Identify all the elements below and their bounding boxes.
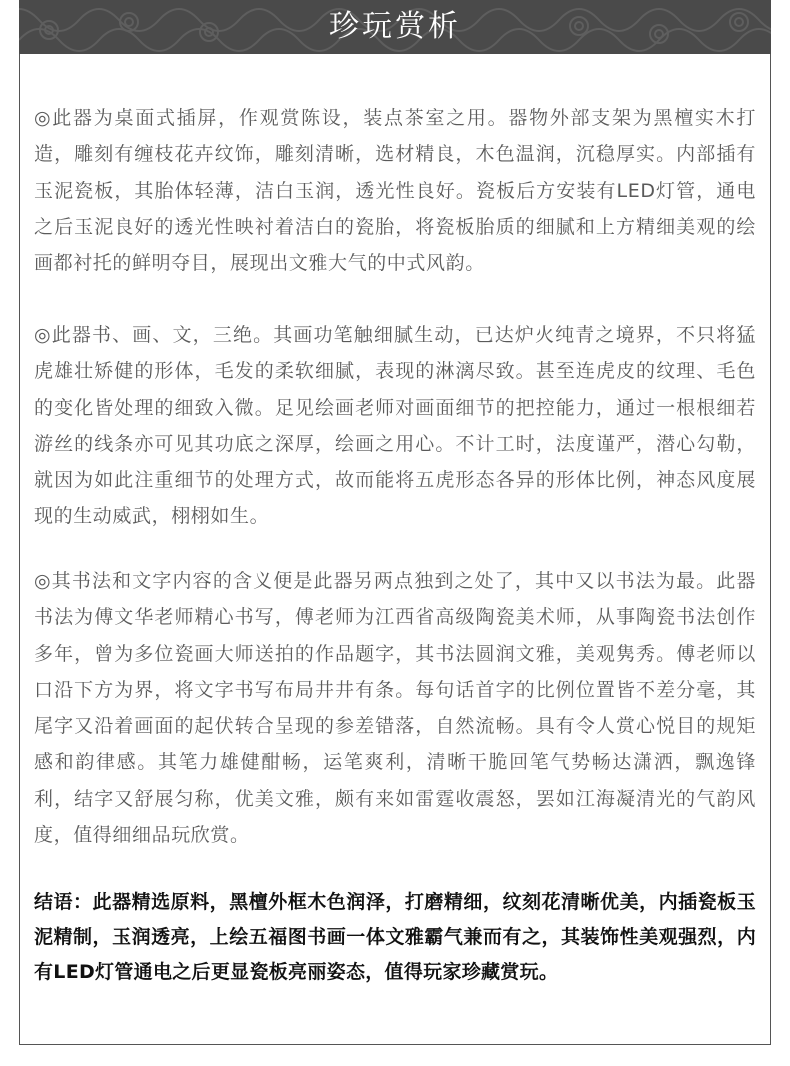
title-banner [19,0,771,54]
paragraph-stand-description: ◎此器为桌面式插屏，作观赏陈设，装点茶室之用。器物外部支架为黑檀实木打造，雕刻有缠枝花卉纹饰，雕刻清晰，选材精良，木色温润，沉稳厚实。内部插有玉泥瓷板，其胎体轻薄，洁白玉润，透光性良好。瓷板后方安装有LED灯管，通电之后玉泥良好的透光性映衬着洁白的瓷胎，将瓷板胎质的细腻和上方精细美观的绘画都衬托的鲜明夺目，展现出文雅大气的中式风韵。 [34,107,756,275]
paragraph-calligraphy-description: ◎其书法和文字内容的含义便是此器另两点独到之处了，其中又以书法为最。此器书法为傅文华老师精心书写，傅老师为江西省高级陶瓷美术师，从事陶瓷书法创作多年，曾为多位瓷画大师送拍的作品题字，其书法圆润文雅，美观隽秀。傅老师以口沿下方为界，将文字书写布局井井有条。每句话首字的比例位置皆不差分毫，其尾字又沿着画面的起伏转合呈现的参差错落，自然流畅。具有令人赏心悦目的规矩感和韵律感。其笔力雄健酣畅，运笔爽利，清晰干脆回笔气势畅达潇洒，飘逸锋利，结字又舒展匀称，优美文雅，颇有来如雷霆收震怒，罢如江海凝清光的气韵风度，值得细细品玩欣赏。 [34,570,756,847]
page-title: 珍玩赏析 [329,9,461,44]
conclusion-paragraph: 结语：此器精选原料，黑檀外框木色润泽，打磨精细，纹刻花清晰优美，内插瓷板玉泥精制，玉润透亮，上绘五福图书画一体文雅霸气兼而有之，其装饰性美观强烈，内有LED灯管通电之后更显瓷板亮丽姿态，值得玩家珍藏赏玩。 [34,891,756,983]
paragraph-painting-description: ◎此器书、画、文，三绝。其画功笔触细腻生动，已达炉火纯青之境界，不只将猛虎雄壮矫健的形体，毛发的柔软细腻，表现的淋漓尽致。甚至连虎皮的纹理、毛色的变化皆处理的细致入微。足见绘画老师对画面细节的把控能力，通过一根根细若游丝的线条亦可见其功底之深厚，绘画之用心。不计工时，法度谨严，潜心勾勒，就因为如此注重细节的处理方式，故而能将五虎形态各异的形体比例，神态风度展现的生动威武，栩栩如生。 [34,324,756,528]
